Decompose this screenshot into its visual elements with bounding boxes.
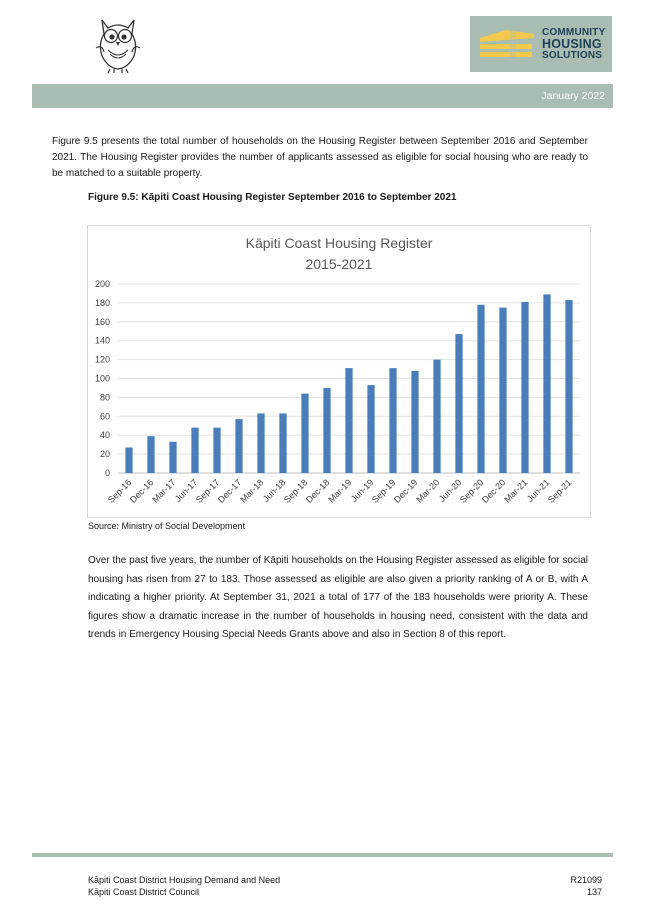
y-tick-label: 40 bbox=[99, 430, 110, 441]
bar bbox=[367, 385, 374, 473]
y-tick-label: 180 bbox=[94, 297, 110, 308]
footer-page-number: 137 bbox=[586, 887, 602, 897]
housing-register-chart bbox=[88, 226, 590, 517]
intro-paragraph: Figure 9.5 presents the total number of households on the Housing Register between September 2016 and September 2021. The Housing Register provides the number of applicants assessed as eligible for social housing who are ready to be matched to a suitable property. bbox=[52, 136, 588, 179]
footer-right bbox=[570, 874, 602, 898]
footer-rule bbox=[32, 853, 613, 857]
x-tick-label: Mar-21 bbox=[502, 477, 530, 505]
x-tick-label: Sep-18 bbox=[281, 477, 310, 505]
header-date: January 2022 bbox=[541, 90, 605, 102]
y-tick-label: 80 bbox=[99, 392, 110, 403]
logo-text bbox=[542, 27, 605, 61]
chart-frame bbox=[87, 225, 591, 518]
bar bbox=[433, 360, 440, 473]
bar bbox=[257, 413, 264, 473]
x-tick-label: Jun-19 bbox=[348, 477, 376, 504]
chart-subtitle: 2015-2021 bbox=[305, 256, 373, 272]
y-tick-label: 60 bbox=[99, 411, 110, 422]
bar bbox=[191, 428, 198, 473]
x-tick-label: Mar-17 bbox=[150, 477, 178, 505]
bar bbox=[169, 442, 176, 473]
bar bbox=[213, 428, 220, 473]
bar bbox=[521, 302, 528, 473]
y-tick-label: 160 bbox=[94, 316, 110, 327]
bar bbox=[147, 436, 154, 473]
y-tick-label: 100 bbox=[94, 373, 110, 384]
x-tick-label: Jun-20 bbox=[436, 477, 464, 504]
bar bbox=[455, 334, 462, 473]
x-tick-label: Mar-18 bbox=[238, 477, 266, 505]
y-tick-label: 120 bbox=[94, 354, 110, 365]
x-tick-label: Dec-19 bbox=[391, 477, 420, 505]
footer-report-number: R21099 bbox=[570, 875, 602, 885]
logo-house-bars-icon bbox=[478, 26, 540, 62]
bar bbox=[279, 413, 286, 473]
x-tick-label: Sep-16 bbox=[105, 477, 134, 505]
bar bbox=[389, 368, 396, 473]
y-tick-label: 200 bbox=[94, 279, 110, 289]
x-tick-label: Jun-21 bbox=[524, 477, 552, 504]
analysis-paragraph: Over the past five years, the number of Kāpiti households on the Housing Register assessed as eligible for social housing has risen from 27 to 183. Those assessed as eligible are also given a priority ranking of A or B, with A indicating a higher priority. At September 31, 2021 a total of 177 of the 183 households were priority A. These figures show a dramatic increase in the number of households in housing need, consistent with the data and trends in Emergency Housing Special Needs Grants above and also in Section 8 of this report. bbox=[88, 555, 588, 640]
x-tick-label: Sep-17 bbox=[193, 477, 222, 505]
bar bbox=[543, 294, 550, 473]
x-tick-label: Dec-17 bbox=[215, 477, 244, 505]
y-tick-label: 0 bbox=[104, 468, 110, 478]
x-tick-label: Sep-20 bbox=[457, 477, 486, 505]
x-tick-label: Mar-20 bbox=[414, 477, 442, 505]
footer-report-title: Kāpiti Coast District Housing Demand and Need bbox=[88, 875, 281, 885]
logo-line-housing: HOUSING bbox=[542, 37, 602, 51]
bar bbox=[301, 394, 308, 473]
bar bbox=[411, 371, 418, 473]
bar bbox=[323, 388, 330, 473]
bar bbox=[565, 300, 572, 473]
bar bbox=[235, 419, 242, 473]
x-tick-label: Sep-21 bbox=[545, 477, 574, 505]
x-tick-label: Dec-18 bbox=[303, 477, 332, 505]
footer-left bbox=[88, 874, 280, 898]
x-tick-label: Jun-18 bbox=[260, 477, 288, 504]
x-tick-label: Sep-19 bbox=[369, 477, 398, 505]
company-logo bbox=[470, 16, 612, 72]
footer-council: Kāpiti Coast District Council bbox=[88, 887, 200, 897]
chart-title: Kāpiti Coast Housing Register bbox=[245, 235, 433, 251]
figure-title: Figure 9.5: Kāpiti Coast Housing Register September 2016 to September 2021 bbox=[88, 192, 457, 203]
owl-mascot-icon bbox=[92, 14, 144, 74]
bar bbox=[477, 305, 484, 473]
bar bbox=[499, 308, 506, 473]
logo-line-solutions: SOLUTIONS bbox=[542, 50, 603, 61]
bar bbox=[345, 368, 352, 473]
y-tick-label: 20 bbox=[99, 449, 110, 460]
x-tick-label: Dec-16 bbox=[127, 477, 156, 505]
figure-source: Source: Ministry of Social Development bbox=[88, 521, 246, 531]
logo-line-community: COMMUNITY bbox=[542, 27, 606, 38]
x-tick-label: Jun-17 bbox=[172, 477, 200, 504]
x-tick-label: Mar-19 bbox=[326, 477, 354, 505]
bar bbox=[125, 447, 132, 473]
y-tick-label: 140 bbox=[94, 335, 110, 346]
x-tick-label: Dec-20 bbox=[479, 477, 508, 505]
header-date-band bbox=[32, 84, 613, 108]
